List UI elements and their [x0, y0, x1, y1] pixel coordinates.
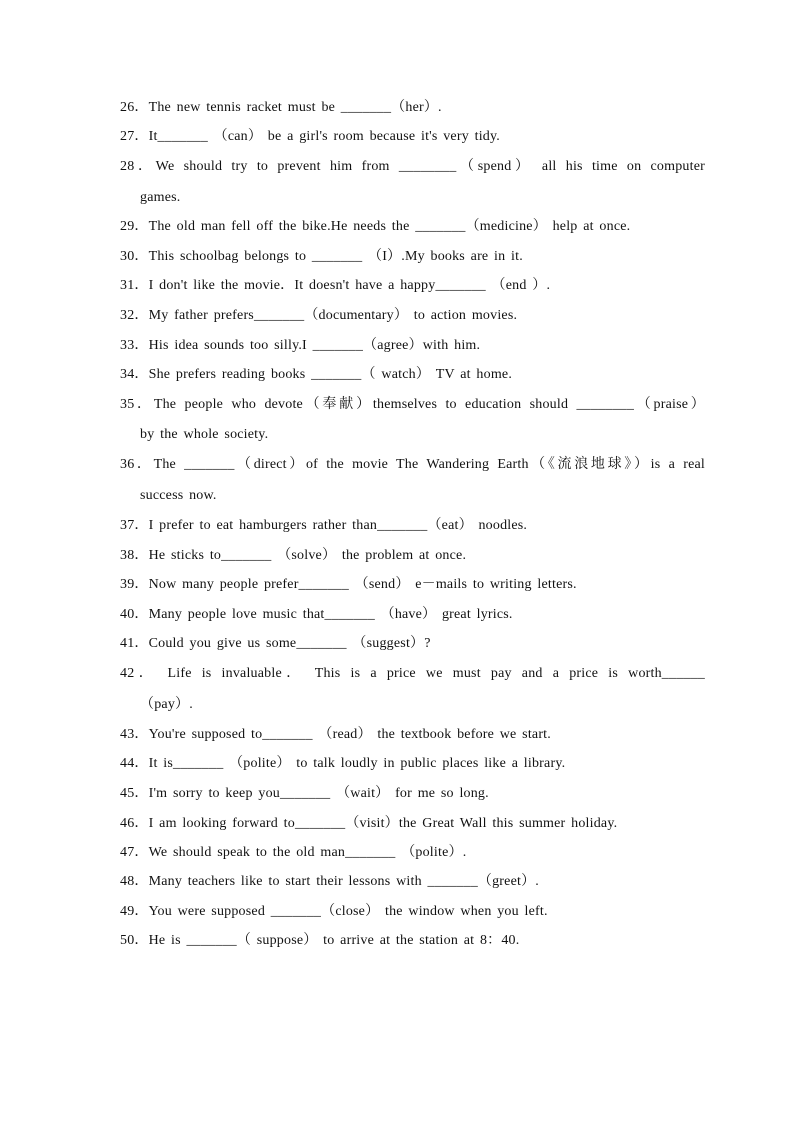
question-46: 46．I am looking forward to_______（visit）the Great Wall this summer holiday.: [120, 816, 618, 831]
question-43: 43．You're supposed to_______ （read） the textbook before we start.: [120, 727, 551, 742]
question-35: 35．The people who devote（奉献）themselves to education should ________（praise）: [120, 397, 705, 412]
question-36: 36．The _______（direct）of the movie The Wandering Earth（《流浪地球》）is a real: [120, 457, 705, 472]
question-28: 28．We should try to prevent him from ________（spend） all his time on computer: [120, 159, 705, 174]
question-30: 30．This schoolbag belongs to _______ （I）.My books are in it.: [120, 249, 523, 264]
question-50: 50．He is _______（ suppose） to arrive at the station at 8：40.: [120, 933, 520, 948]
question-32: 32．My father prefers_______（documentary） to action movies.: [120, 308, 518, 323]
question-31: 31．I don't like the movie．It doesn't have a happy_______ （end ）.: [120, 278, 551, 293]
question-28-continued: games.: [140, 190, 181, 205]
question-48: 48．Many teachers like to start their lessons with _______（greet）.: [120, 874, 539, 889]
question-36-continued: success now.: [140, 488, 217, 503]
question-45: 45．I'm sorry to keep you_______ （wait） for me so long.: [120, 786, 489, 801]
question-33: 33．His idea sounds too silly.I _______（agree）with him.: [120, 338, 481, 353]
question-47: 47．We should speak to the old man_______ （polite）.: [120, 845, 467, 860]
question-35-continued: by the whole society.: [140, 427, 269, 442]
question-42-continued: （pay）.: [140, 697, 193, 712]
question-39: 39．Now many people prefer_______ （send） e－mails to writing letters.: [120, 577, 577, 592]
question-49: 49．You were supposed _______（close） the window when you left.: [120, 904, 548, 919]
question-38: 38．He sticks to_______ （solve） the problem at once.: [120, 548, 467, 563]
question-44: 44．It is_______ （polite） to talk loudly in public places like a library.: [120, 756, 566, 771]
question-41: 41．Could you give us some_______ （suggest）?: [120, 636, 431, 651]
question-26: 26．The new tennis racket must be _______（her）.: [120, 100, 442, 115]
question-27: 27．It_______ （can） be a girl's room because it's very tidy.: [120, 129, 500, 144]
question-29: 29．The old man fell off the bike.He needs the _______（medicine） help at once.: [120, 219, 631, 234]
question-42: 42． Life is invaluable． This is a price we must pay and a price is worth______: [120, 666, 705, 681]
question-37: 37．I prefer to eat hamburgers rather than_______（eat） noodles.: [120, 518, 528, 533]
question-40: 40．Many people love music that_______ （have） great lyrics.: [120, 607, 513, 622]
question-34: 34．She prefers reading books _______（ watch） TV at home.: [120, 367, 513, 382]
